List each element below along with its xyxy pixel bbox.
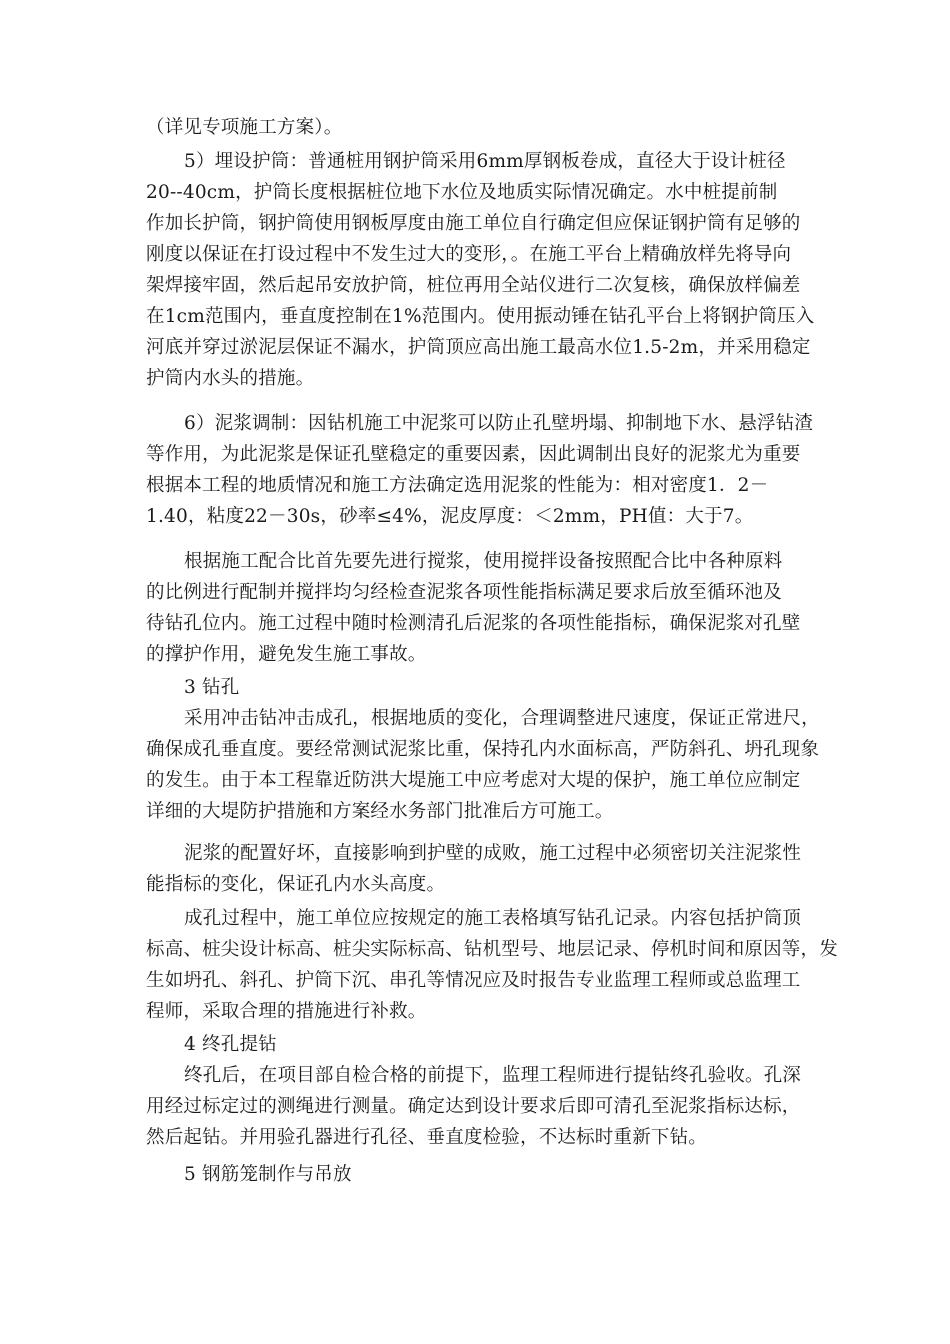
text-line: 能指标的变化，保证孔内水头高度。 — [146, 874, 446, 895]
text-line: 成孔过程中，施工单位应按规定的施工表格填写钻孔记录。内容包括护筒顶 — [184, 908, 802, 929]
text-line: 刚度以保证在打设过程中不发生过大的变形，。在施工平台上精确放样先将导向 — [146, 244, 792, 265]
text-line: 的撑护作用，避免发生施工事故。 — [146, 644, 427, 665]
section-heading: 4 终孔提钻 — [184, 1034, 277, 1055]
section-heading: 5 钢筋笼制作与吊放 — [184, 1164, 352, 1185]
text-line: 在1cm范围内，垂直度控制在1%范围内。使用振动锤在钻孔平台上将钢护筒压入 — [146, 306, 815, 327]
text-line: 20--40cm，护筒长度根据桩位地下水位及地质实际情况确定。水中桩提前制 — [146, 182, 778, 203]
text-line: 终孔后，在项目部自检合格的前提下，监理工程师进行提钻终孔验收。孔深 — [184, 1065, 802, 1086]
text-line: 作加长护筒，钢护筒使用钢板厚度由施工单位自行确定但应保证钢护筒有足够的 — [146, 213, 801, 234]
text-line: 生如坍孔、斜孔、护筒下沉、串孔等情况应及时报告专业监理工程师或总监理工 — [146, 970, 801, 991]
text-line: 用经过标定过的测绳进行测量。确定达到设计要求后即可清孔至泥浆指标达标， — [146, 1096, 801, 1117]
text-line: （详见专项施工方案）。 — [146, 117, 343, 138]
text-line: 确保成孔垂直度。要经常测试泥浆比重，保持孔内水面标高，严防斜孔、坍孔现象 — [146, 739, 820, 760]
text-line: 等作用，为此泥浆是保证孔壁稳定的重要因素，因此调制出良好的泥浆尤为重要 — [146, 444, 801, 465]
text-line: 1.40，粘度22－30s，砂率≤4%，泥皮厚度：＜2mm，PH值：大于7。 — [146, 506, 754, 527]
text-line: 程师，采取合理的措施进行补救。 — [146, 1001, 427, 1022]
text-line: 待钻孔位内。施工过程中随时检测清孔后泥浆的各项性能指标，确保泥浆对孔壁 — [146, 613, 801, 634]
text-line: 的比例进行配制并搅拌均匀经检查泥浆各项性能指标满足要求后放至循环池及 — [146, 582, 782, 603]
text-line: 护筒内水头的措施。 — [146, 368, 315, 389]
text-line: 根据施工配合比首先要先进行搅浆，使用搅拌设备按照配合比中各种原料 — [184, 551, 783, 572]
text-line: 标高、桩尖设计标高、桩尖实际标高、钻机型号、地层记录、停机时间和原因等，发 — [146, 939, 838, 960]
text-line: 根据本工程的地质情况和施工方法确定选用泥浆的性能为：相对密度1．2－ — [146, 475, 769, 496]
text-line: 然后起钻。并用验孔器进行孔径、垂直度检验，不达标时重新下钻。 — [146, 1127, 708, 1148]
text-line: 的发生。由于本工程靠近防洪大堤施工中应考虑对大堤的保护，施工单位应制定 — [146, 770, 801, 791]
text-line: 河底并穿过淤泥层保证不漏水，护筒顶应高出施工最高水位1.5-2m，并采用稳定 — [146, 337, 811, 358]
text-line: 架焊接牢固，然后起吊安放护筒，桩位再用全站仪进行二次复核，确保放样偏差 — [146, 275, 801, 296]
section-heading: 3 钻孔 — [184, 677, 240, 698]
text-line: 详细的大堤防护措施和方案经水务部门批准后方可施工。 — [146, 801, 614, 822]
text-line: 5）埋设护筒：普通桩用钢护筒采用6mm厚钢板卷成，直径大于设计桩径 — [184, 151, 786, 172]
text-line: 6）泥浆调制：因钻机施工中泥浆可以防止孔壁坍塌、抑制地下水、悬浮钻渣 — [184, 413, 814, 434]
text-line: 泥浆的配置好坏，直接影响到护壁的成败，施工过程中必须密切关注泥浆性 — [184, 843, 802, 864]
text-line: 采用冲击钻冲击成孔，根据地质的变化，合理调整进尺速度，保证正常进尺， — [184, 708, 820, 729]
